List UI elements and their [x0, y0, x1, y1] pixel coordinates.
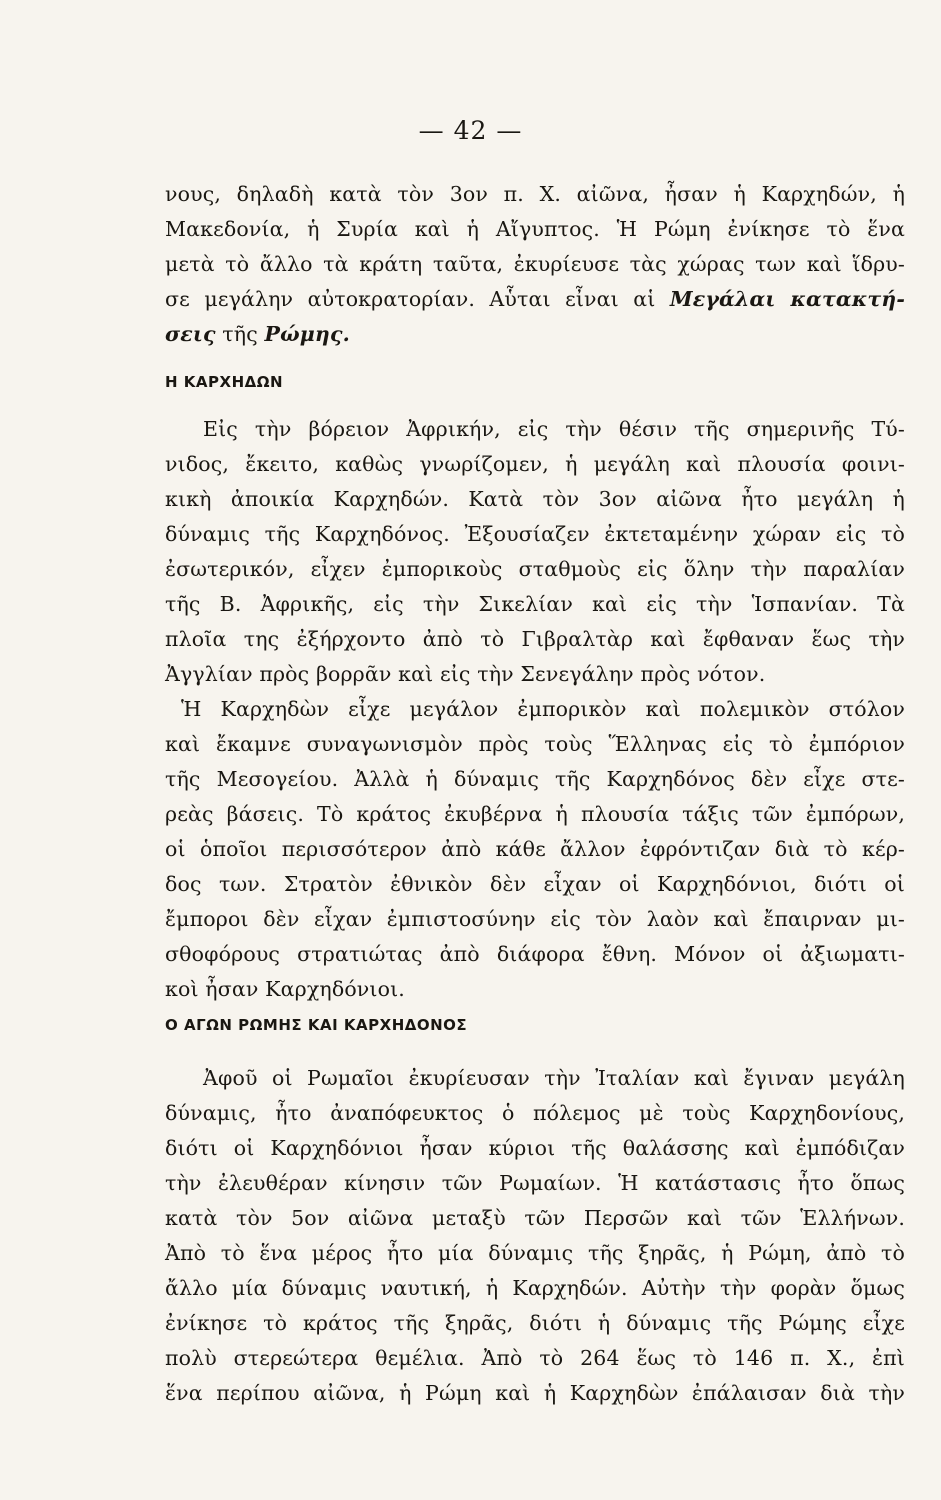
text-line: σθοφόρους στρατιώτας ἀπὸ διάφορα ἔθνη. Μόνον οἱ ἀξιωματι- [165, 942, 905, 966]
text-line: οἱ ὁποῖοι περισσότερον ἀπὸ κάθε ἄλλον ἐφρόντιζαν διὰ τὸ κέρ- [165, 837, 905, 861]
text-line: ἕνα περίπου αἰῶνα, ἡ Ρώμη καὶ ἡ Καρχηδὼν ἐπάλαισαν διὰ τὴν [165, 1381, 905, 1405]
text-line: Εἰς τὴν βόρειον Ἀφρικήν, εἰς τὴν θέσιν τῆς σημερινῆς Τύ- [203, 417, 905, 441]
text-line: νους, δηλαδὴ κατὰ τὸν 3ον π. Χ. αἰῶνα, ἦσαν ἡ Καρχηδών, ἡ [165, 182, 905, 206]
text-line: πλοῖα της ἐξήρχοντο ἀπὸ τὸ Γιβραλτὰρ καὶ ἔφθαναν ἕως τὴν [165, 627, 905, 651]
text-line: κατὰ τὸν 5ον αἰῶνα μεταξὺ τῶν Περσῶν καὶ τῶν Ἑλλήνων. [165, 1206, 905, 1230]
text-line: τῆς Μεσογείου. Ἀλλὰ ἡ δύναμις τῆς Καρχηδόνος δὲν εἶχε στε- [165, 767, 905, 791]
text-line: Ἀγγλίαν πρὸς βορρᾶν καὶ εἰς τὴν Σενεγάλην πρὸς νότον. [165, 662, 766, 686]
text-line: ἐνίκησε τὸ κράτος τῆς ξηρᾶς, διότι ἡ δύναμις τῆς Ρώμης εἶχε [165, 1311, 905, 1335]
text-line: διότι οἱ Καρχηδόνιοι ἦσαν κύριοι τῆς θαλάσσης καὶ ἐμπόδιζαν [165, 1136, 905, 1160]
text-line: Ἡ Καρχηδὼν εἶχε μεγάλον ἐμπορικὸν καὶ πολεμικὸν στόλον [181, 697, 905, 721]
text-line: δος των. Στρατὸν ἐθνικὸν δὲν εἶχαν οἱ Καρχηδόνιοι, διότι οἱ [165, 872, 905, 896]
section-heading-war: Ο ΑΓΩΝ ΡΩΜΗΣ ΚΑΙ ΚΑΡΧΗΔΟΝΟΣ [165, 1016, 468, 1034]
text-line: κικὴ ἀποικία Καρχηδών. Κατὰ τὸν 3ον αἰῶνα ἦτο μεγάλη ἡ [165, 487, 905, 511]
text-segment: σε μεγάλην αὐτοκρατορίαν. Αὗται εἶναι αἱ [165, 287, 656, 311]
text-line: καὶ ἔκαμνε συναγωνισμὸν πρὸς τοὺς Ἕλληνας εἰς τὸ ἐμπόριον [165, 732, 905, 756]
text-line: δύναμις, ἦτο ἀναπόφευκτος ὁ πόλεμος μὲ τοὺς Καρχηδονίους, [165, 1101, 905, 1125]
emphasis-text: Μεγάλαι κατακτή- [669, 287, 906, 311]
text-line: τὴν ἐλευθέραν κίνησιν τῶν Ρωμαίων. Ἡ κατάστασις ἦτο ὅπως [165, 1171, 905, 1195]
emphasis-text: σεις [165, 322, 216, 346]
text-line: νιδος, ἔκειτο, καθὼς γνωρίζομεν, ἡ μεγάλη καὶ πλουσία φοινι- [165, 452, 905, 476]
paragraph-war [165, 1061, 905, 1411]
text-line: ρεὰς βάσεις. Τὸ κράτος ἐκυβέρνα ἡ πλουσία τάξις τῶν ἐμπόρων, [165, 802, 905, 826]
text-line: Μακεδονία, ἡ Συρία καὶ ἡ Αἴγυπτος. Ἡ Ρώμη ἐνίκησε τὸ ἕνα [165, 217, 905, 241]
text-line: τῆς Β. Ἀφρικῆς, εἰς τὴν Σικελίαν καὶ εἰς τὴν Ἱσπανίαν. Τὰ [165, 592, 905, 616]
text-line: ἐσωτερικόν, εἶχεν ἐμπορικοὺς σταθμοὺς εἰς ὅλην τὴν παραλίαν [165, 557, 905, 581]
text-line: πολὺ στερεώτερα θεμέλια. Ἀπὸ τὸ 264 ἕως τὸ 146 π. Χ., ἐπὶ [165, 1346, 905, 1370]
text-line: κοὶ ἦσαν Καρχηδόνιοι. [165, 977, 405, 1001]
text-line [165, 317, 905, 352]
emphasis-text: Ρώμης. [264, 322, 350, 346]
text-line [165, 282, 905, 317]
paragraph-intro [165, 177, 905, 352]
section-heading-carthage: Η ΚΑΡΧΗΔΩΝ [165, 373, 284, 391]
page-number: — 42 — [418, 116, 523, 145]
text-line: μετὰ τὸ ἄλλο τὰ κράτη ταῦτα, ἐκυρίευσε τὰς χώρας των καὶ ἵδρυ- [165, 252, 905, 276]
text-line: Ἀπὸ τὸ ἕνα μέρος ἦτο μία δύναμις τῆς ξηρᾶς, ἡ Ρώμη, ἀπὸ τὸ [165, 1241, 905, 1265]
text-line: δύναμις τῆς Καρχηδόνος. Ἐξουσίαζεν ἐκτεταμένην χώραν εἰς τὸ [165, 522, 905, 546]
text-line: ἔμποροι δὲν εἶχαν ἐμπιστοσύνην εἰς τὸν λαὸν καὶ ἔπαιρναν μι- [165, 907, 905, 931]
text-line: Ἀφοῦ οἱ Ρωμαῖοι ἐκυρίευσαν τὴν Ἰταλίαν καὶ ἔγιναν μεγάλη [203, 1066, 905, 1090]
paragraph-carthage [165, 412, 905, 1007]
text-segment: τῆς [222, 322, 258, 346]
text-line: ἄλλο μία δύναμις ναυτική, ἡ Καρχηδών. Αὐτὴν τὴν φορὰν ὅμως [165, 1276, 905, 1300]
